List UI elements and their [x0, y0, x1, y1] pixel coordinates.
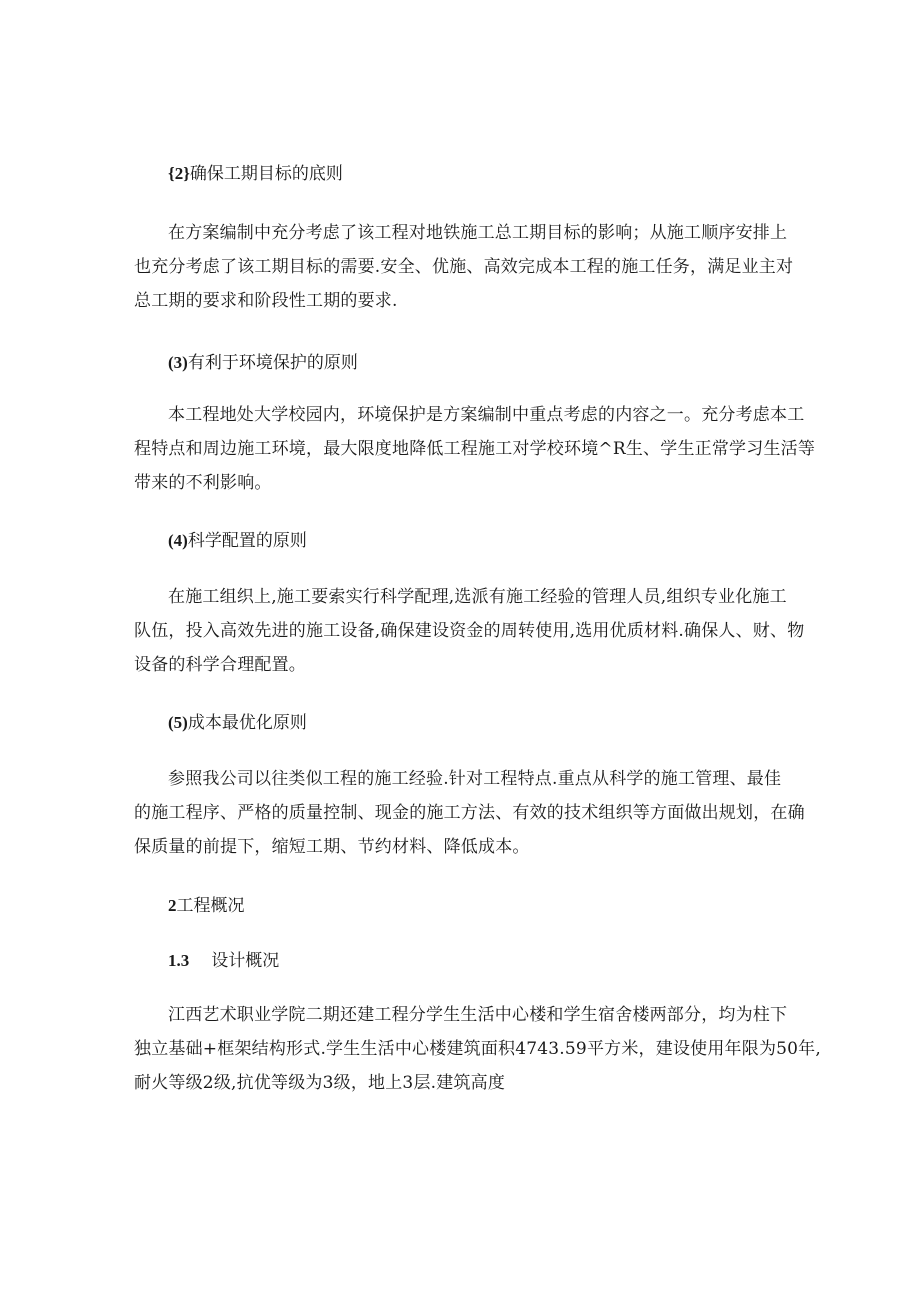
paragraph-design-overview [134, 998, 821, 1100]
paragraph-line: 总工期的要求和阶段性工期的要求. [134, 291, 398, 311]
paragraph-line: 程特点和周边施工环境，最大限度地降低工程施工对学校环境^R生、学生正常学习生活等 [134, 439, 816, 459]
heading-number: (5) [168, 713, 188, 732]
paragraph-line: 参照我公司以往类似工程的施工经验.针对工程特点.重点从科学的施工管理、最佳 [168, 769, 782, 789]
paragraph-schedule [134, 216, 804, 318]
heading-text: 确保工期目标的底则 [189, 164, 343, 184]
section-heading-5 [168, 712, 307, 734]
section-heading-2 [168, 163, 343, 185]
heading-number: (3) [168, 353, 188, 372]
paragraph-line: 在方案编制中充分考虑了该工程对地铁施工总工期目标的影响；从施工顺序安排上 [168, 223, 788, 243]
paragraph-line: 耐火等级2级,抗优等级为3级，地上3层.建筑高度 [134, 1073, 506, 1093]
heading-text: 成本最优化原则 [187, 713, 307, 733]
heading-text: 有利于环境保护的原则 [187, 353, 358, 373]
paragraph-line: 也充分考虑了该工期目标的需要.安全、优施、高效完成本工程的施工任务，满足业主对 [134, 257, 794, 277]
paragraph-line: 带来的不利影响。 [134, 473, 272, 493]
paragraph-line: 本工程地处大学校园内，环境保护是方案编制中重点考虑的内容之一。充分考虑本工 [168, 405, 805, 425]
paragraph-line: 在施工组织上,施工要索实行科学配理,选派有施工经验的管理人员,组织专业化施工 [168, 587, 787, 607]
paragraph-configuration [134, 580, 804, 682]
heading-number: {2} [168, 164, 190, 183]
section-heading-overview [168, 895, 245, 917]
paragraph-line: 江西艺术职业学院二期还建工程分学生生活中心楼和学生宿舍楼两部分，均为柱下 [168, 1005, 788, 1025]
paragraph-line: 队伍，投入高效先进的施工设备,确保建设资金的周转使用,选用优质材料.确保人、财、物 [134, 621, 805, 641]
section-heading-4 [168, 530, 307, 552]
heading-text: 设计概况 [211, 951, 280, 971]
paragraph-line: 保质量的前提下，缩短工期、节约材料、降低成本。 [134, 837, 530, 857]
paragraph-line: 的施工程序、严格的质量控制、现金的施工方法、有效的技术组织等方面做出规划，在确 [134, 803, 805, 823]
paragraph-cost [134, 762, 804, 864]
heading-number: 2 [168, 896, 177, 915]
paragraph-line: 独立基础+框架结构形式.学生生活中心楼建筑面积4743.59平方米，建设使用年限为50年, [134, 1039, 821, 1059]
heading-text: 工程概况 [176, 896, 245, 916]
heading-number: (4) [168, 531, 188, 550]
heading-number: 1.3 [168, 951, 190, 970]
paragraph-environment [134, 398, 816, 500]
section-heading-3 [168, 352, 358, 374]
section-heading-design [168, 950, 279, 972]
heading-text: 科学配置的原则 [187, 531, 307, 551]
paragraph-line: 设备的科学合理配置。 [134, 655, 306, 675]
